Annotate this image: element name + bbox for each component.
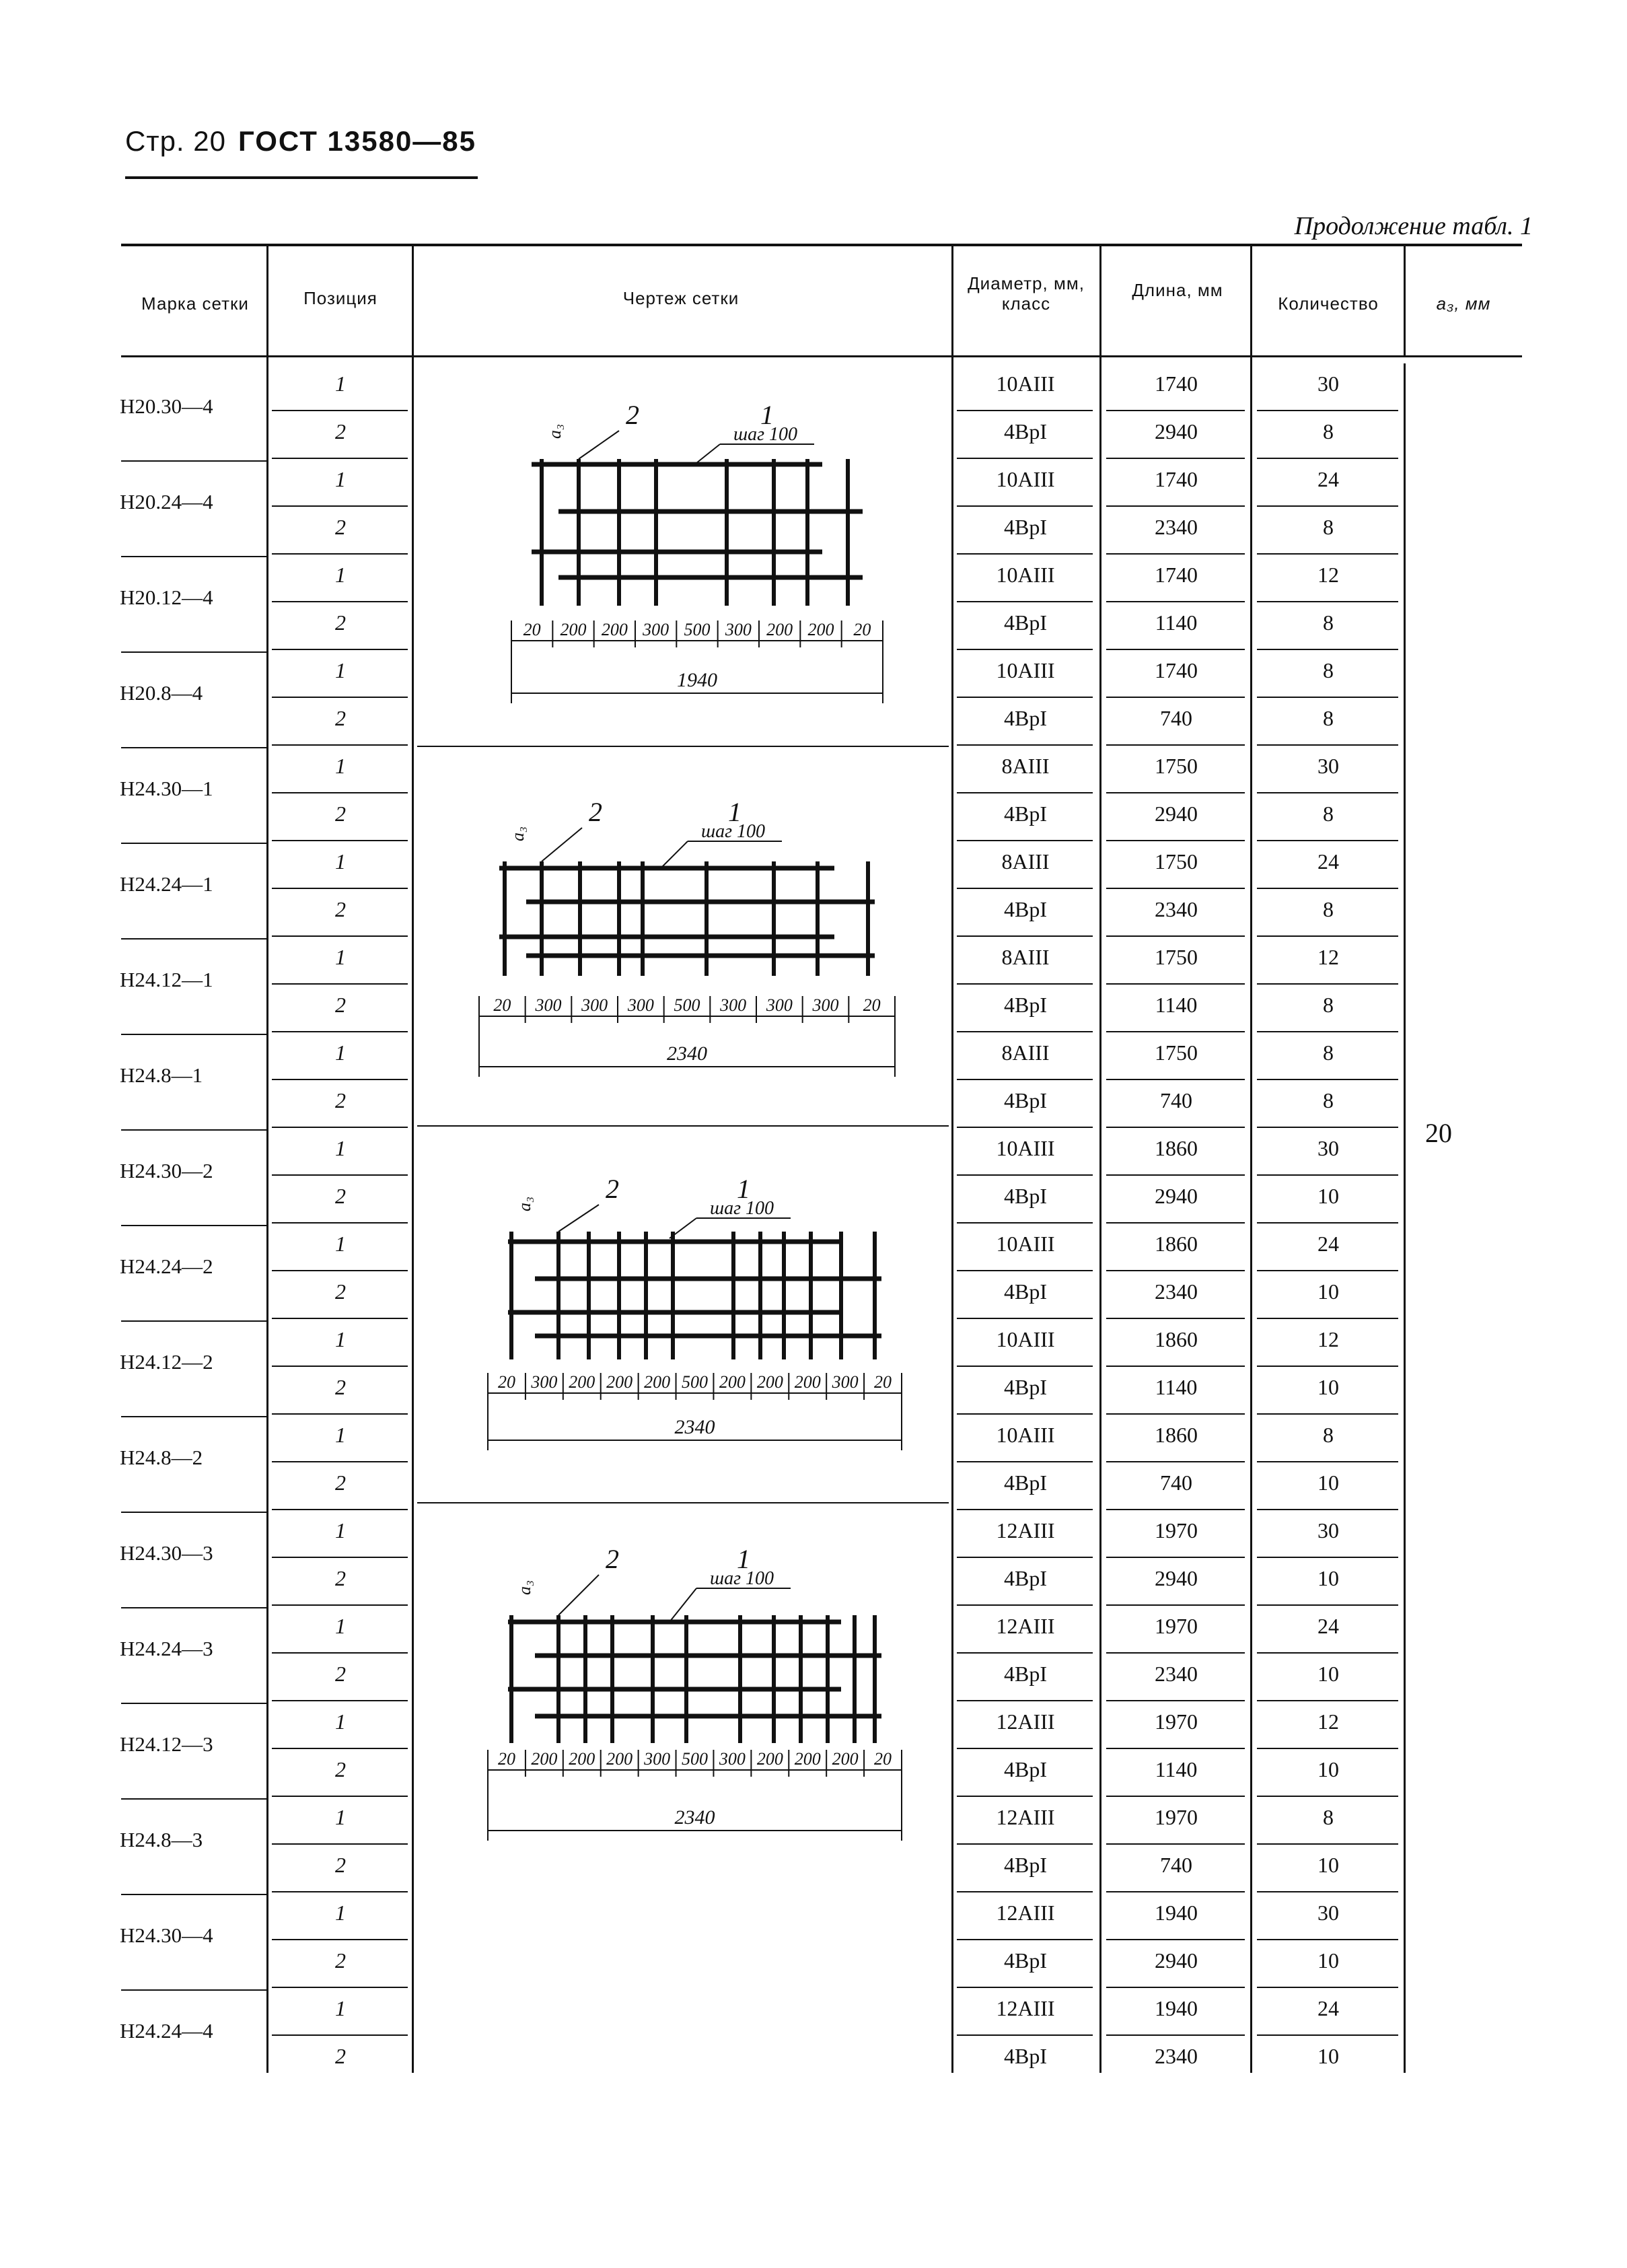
dimension-value: 200 [569, 1372, 595, 1392]
dimension-value: 200 [807, 620, 834, 639]
callout-leader [558, 1575, 599, 1615]
bar-quantity: 12 [1317, 563, 1339, 587]
bar-quantity: 8 [1323, 1805, 1334, 1829]
position-number: 2 [335, 1375, 346, 1399]
callout-leader [661, 841, 688, 868]
row-mark: Н24.30—1 [120, 777, 213, 800]
bar-length: 2940 [1155, 1566, 1198, 1590]
col-header-a3: a₃, мм [1436, 293, 1491, 314]
bar-length: 2340 [1155, 897, 1198, 921]
row-mark: Н24.24—3 [120, 1637, 213, 1660]
diameter-class: 4ВрI [1004, 1375, 1047, 1399]
dimension-value: 20 [497, 1372, 515, 1392]
bar-length: 1140 [1155, 1757, 1198, 1781]
bar-length: 740 [1160, 1088, 1192, 1112]
callout-leader [670, 1218, 696, 1238]
bar-length: 1970 [1155, 1614, 1198, 1638]
callout-leader [579, 431, 619, 459]
dimension-value: 300 [832, 1372, 859, 1392]
a3-gap-label: a₃ [508, 826, 528, 841]
diameter-class: 10АIII [996, 467, 1055, 491]
position-number: 1 [335, 849, 346, 874]
dimension-value: 300 [627, 995, 654, 1015]
callout-1-label: 1 [737, 1174, 750, 1204]
diameter-class: 12АIII [996, 1901, 1055, 1925]
bar-quantity: 10 [1317, 1375, 1339, 1399]
mesh-drawing-4 [488, 1544, 902, 1841]
diameter-class: 4ВрI [1004, 1948, 1047, 1973]
bar-quantity: 12 [1317, 945, 1339, 969]
position-number: 2 [335, 1757, 346, 1781]
diameter-class: 8АIII [1001, 849, 1050, 874]
dimension-value: 300 [725, 620, 752, 639]
bar-quantity: 8 [1323, 1423, 1334, 1447]
position-number: 1 [335, 1136, 346, 1160]
bar-length: 2340 [1155, 1279, 1198, 1304]
bar-quantity: 24 [1317, 1996, 1339, 2020]
row-mark: Н20.8—4 [120, 681, 203, 705]
bar-quantity: 12 [1317, 1709, 1339, 1734]
diameter-class: 4ВрI [1004, 1662, 1047, 1686]
position-number: 2 [335, 1853, 346, 1877]
bar-quantity: 8 [1323, 993, 1334, 1017]
a3-gap-label: a₃ [515, 1580, 534, 1595]
callout-1-label: 1 [728, 797, 742, 827]
row-mark: Н20.12—4 [120, 586, 213, 609]
bar-length: 1740 [1155, 371, 1198, 396]
diameter-class: 4ВрI [1004, 1853, 1047, 1877]
step-label: шаг 100 [701, 821, 766, 842]
position-number: 2 [335, 419, 346, 444]
bar-quantity: 10 [1317, 1662, 1339, 1686]
dimension-value: 300 [766, 995, 793, 1015]
callout-2-label: 2 [589, 797, 602, 827]
bar-quantity: 24 [1317, 467, 1339, 491]
col-header-diameter: Диаметр, мм, класс [968, 273, 1085, 314]
position-number: 1 [335, 658, 346, 682]
dimension-value: 200 [531, 1749, 558, 1769]
bar-length: 1860 [1155, 1232, 1198, 1256]
bar-quantity: 10 [1317, 1279, 1339, 1304]
diameter-class: 4ВрI [1004, 2044, 1047, 2068]
col-header-mark: Марка сетки [141, 293, 249, 314]
position-number: 2 [335, 993, 346, 1017]
position-number: 1 [335, 1805, 346, 1829]
position-number: 2 [335, 1184, 346, 1208]
row-mark: Н24.12—3 [120, 1732, 213, 1756]
bar-quantity: 8 [1323, 515, 1334, 539]
diameter-class: 4ВрI [1004, 1184, 1047, 1208]
bar-quantity: 30 [1317, 1136, 1339, 1160]
dimension-value: 200 [569, 1749, 595, 1769]
dimension-value: 20 [853, 620, 871, 639]
diameter-class: 10АIII [996, 1423, 1055, 1447]
dimension-value: 20 [874, 1749, 892, 1769]
bar-quantity: 24 [1317, 1614, 1339, 1638]
step-label: шаг 100 [710, 1568, 774, 1589]
dimension-value: 200 [794, 1372, 821, 1392]
dimension-value: 200 [766, 620, 793, 639]
standard-number: ГОСТ 13580—85 [238, 125, 477, 157]
row-mark: Н24.30—2 [120, 1159, 213, 1182]
bar-quantity: 10 [1317, 1757, 1339, 1781]
diameter-class: 10АIII [996, 1232, 1055, 1256]
position-number: 2 [335, 1948, 346, 1973]
dimension-value: 300 [581, 995, 608, 1015]
dimension-value: 20 [523, 620, 541, 639]
bar-length: 2340 [1155, 2044, 1198, 2068]
position-number: 2 [335, 2044, 346, 2068]
bar-quantity: 30 [1317, 1901, 1339, 1925]
diameter-class: 4ВрI [1004, 1279, 1047, 1304]
position-number: 2 [335, 1566, 346, 1590]
diameter-class: 4ВрI [1004, 1088, 1047, 1112]
col-header-quantity: Количество [1278, 293, 1379, 314]
diameter-class: 4ВрI [1004, 1470, 1047, 1495]
mesh-drawing-1 [511, 400, 883, 703]
diameter-class: 4ВрI [1004, 897, 1047, 921]
bar-length: 1750 [1155, 1040, 1198, 1065]
diameter-class: 4ВрI [1004, 802, 1047, 826]
total-length: 1940 [677, 669, 717, 691]
dimension-value: 500 [682, 1749, 708, 1769]
bar-length: 2340 [1155, 1662, 1198, 1686]
step-label: шаг 100 [733, 424, 798, 445]
row-mark: Н24.8—1 [120, 1063, 203, 1087]
bar-quantity: 8 [1323, 419, 1334, 444]
bar-quantity: 24 [1317, 849, 1339, 874]
position-number: 2 [335, 897, 346, 921]
diameter-class: 10АIII [996, 658, 1055, 682]
bar-quantity: 10 [1317, 1470, 1339, 1495]
position-number: 1 [335, 945, 346, 969]
bar-length: 1970 [1155, 1805, 1198, 1829]
diameter-class: 12АIII [996, 1518, 1055, 1543]
dimension-value: 200 [644, 1372, 671, 1392]
dimension-value: 300 [531, 1372, 558, 1392]
bar-length: 1970 [1155, 1518, 1198, 1543]
dimension-value: 200 [601, 620, 628, 639]
diameter-class: 10АIII [996, 1136, 1055, 1160]
bar-length: 2940 [1155, 419, 1198, 444]
position-number: 2 [335, 802, 346, 826]
row-mark: Н24.12—1 [120, 968, 213, 991]
bar-length: 2940 [1155, 1184, 1198, 1208]
bar-length: 1740 [1155, 658, 1198, 682]
row-mark: Н24.8—3 [120, 1828, 203, 1851]
dimension-value: 300 [719, 1749, 746, 1769]
bar-length: 1740 [1155, 563, 1198, 587]
bar-length: 1140 [1155, 993, 1198, 1017]
bar-quantity: 10 [1317, 1184, 1339, 1208]
row-mark: Н24.30—3 [120, 1541, 213, 1565]
a3-value: 20 [1425, 1118, 1452, 1148]
mesh-drawing-2 [479, 797, 895, 1077]
bar-length: 1860 [1155, 1423, 1198, 1447]
dimension-value: 300 [812, 995, 839, 1015]
bar-length: 1140 [1155, 610, 1198, 635]
mesh-drawing-3 [488, 1174, 902, 1450]
position-number: 2 [335, 610, 346, 635]
diameter-class: 8АIII [1001, 945, 1050, 969]
row-mark: Н24.24—2 [120, 1254, 213, 1278]
diameter-class: 4ВрI [1004, 993, 1047, 1017]
bar-quantity: 8 [1323, 897, 1334, 921]
position-number: 1 [335, 1996, 346, 2020]
total-length: 2340 [667, 1042, 707, 1065]
bar-length: 740 [1160, 706, 1192, 730]
position-number: 1 [335, 1614, 346, 1638]
dimension-value: 300 [535, 995, 562, 1015]
callout-1-label: 1 [737, 1544, 750, 1574]
row-mark: Н20.24—4 [120, 490, 213, 513]
diameter-class: 12АIII [996, 1709, 1055, 1734]
total-length: 2340 [674, 1416, 715, 1438]
position-number: 1 [335, 1327, 346, 1351]
diameter-class: 4ВрI [1004, 610, 1047, 635]
bar-length: 1750 [1155, 754, 1198, 778]
dimension-value: 200 [832, 1749, 859, 1769]
bar-length: 740 [1160, 1470, 1192, 1495]
bar-quantity: 8 [1323, 658, 1334, 682]
bar-quantity: 10 [1317, 1853, 1339, 1877]
row-mark: Н24.24—1 [120, 872, 213, 896]
diameter-class: 10АIII [996, 371, 1055, 396]
dimension-value: 300 [644, 1749, 671, 1769]
row-mark: Н20.30—4 [120, 394, 213, 418]
dimension-value: 200 [606, 1749, 633, 1769]
bar-quantity: 10 [1317, 1566, 1339, 1590]
diameter-class: 4ВрI [1004, 1566, 1047, 1590]
bar-quantity: 8 [1323, 1088, 1334, 1112]
row-mark: Н24.24—4 [120, 2019, 213, 2043]
diameter-class: 4ВрI [1004, 706, 1047, 730]
bar-length: 1970 [1155, 1709, 1198, 1734]
col-header-length: Длина, мм [1132, 280, 1223, 300]
position-number: 2 [335, 1279, 346, 1304]
diameter-class: 12АIII [996, 1614, 1055, 1638]
dimension-value: 500 [682, 1372, 708, 1392]
callout-2-label: 2 [606, 1544, 619, 1574]
dimension-value: 20 [497, 1749, 515, 1769]
callout-2-label: 2 [606, 1174, 619, 1204]
bar-length: 1940 [1155, 1901, 1198, 1925]
bar-length: 1740 [1155, 467, 1198, 491]
dimension-value: 300 [643, 620, 670, 639]
dimension-value: 200 [794, 1749, 821, 1769]
dimension-value: 200 [756, 1372, 783, 1392]
bar-length: 2940 [1155, 1948, 1198, 1973]
bar-length: 1860 [1155, 1136, 1198, 1160]
bar-length: 1940 [1155, 1996, 1198, 2020]
bar-length: 1860 [1155, 1327, 1198, 1351]
bar-quantity: 30 [1317, 1518, 1339, 1543]
position-number: 1 [335, 1232, 346, 1256]
callout-1-label: 1 [760, 400, 774, 430]
dimension-value: 500 [674, 995, 700, 1015]
position-number: 1 [335, 1040, 346, 1065]
row-mark: Н24.30—4 [120, 1923, 213, 1947]
bar-quantity: 30 [1317, 754, 1339, 778]
dimension-value: 200 [560, 620, 587, 639]
bar-quantity: 24 [1317, 1232, 1339, 1256]
page-label: Стр. 20 [125, 125, 226, 157]
diameter-class: 10АIII [996, 1327, 1055, 1351]
dimension-value: 300 [720, 995, 747, 1015]
callout-2-label: 2 [626, 400, 639, 430]
diameter-class: 10АIII [996, 563, 1055, 587]
diameter-class: 12АIII [996, 1805, 1055, 1829]
position-number: 2 [335, 706, 346, 730]
position-number: 2 [335, 515, 346, 539]
a3-gap-label: a₃ [515, 1196, 534, 1211]
step-label: шаг 100 [710, 1198, 774, 1219]
bar-quantity: 8 [1323, 802, 1334, 826]
callout-leader [558, 1205, 599, 1232]
dimension-value: 20 [874, 1372, 892, 1392]
diameter-class: 4ВрI [1004, 419, 1047, 444]
callout-leader [670, 1588, 696, 1622]
row-mark: Н24.8—2 [120, 1446, 203, 1469]
callout-leader [542, 828, 582, 861]
position-number: 1 [335, 1518, 346, 1543]
bar-quantity: 30 [1317, 371, 1339, 396]
bar-quantity: 12 [1317, 1327, 1339, 1351]
dimension-value: 500 [684, 620, 711, 639]
dimension-value: 200 [606, 1372, 633, 1392]
position-number: 2 [335, 1088, 346, 1112]
bar-length: 740 [1160, 1853, 1192, 1877]
position-number: 2 [335, 1470, 346, 1495]
dimension-value: 20 [493, 995, 511, 1015]
dimension-value: 200 [719, 1372, 746, 1392]
dimension-value: 200 [756, 1749, 783, 1769]
bar-quantity: 8 [1323, 706, 1334, 730]
diameter-class: 4ВрI [1004, 515, 1047, 539]
row-mark: Н24.12—2 [120, 1350, 213, 1374]
position-number: 2 [335, 1662, 346, 1686]
position-number: 1 [335, 371, 346, 396]
diameter-class: 8АIII [1001, 1040, 1050, 1065]
bar-length: 2340 [1155, 515, 1198, 539]
position-number: 1 [335, 467, 346, 491]
col-header-position: Позиция [303, 288, 377, 308]
bar-quantity: 10 [1317, 2044, 1339, 2068]
position-number: 1 [335, 563, 346, 587]
bar-length: 1140 [1155, 1375, 1198, 1399]
position-number: 1 [335, 754, 346, 778]
total-length: 2340 [674, 1806, 715, 1829]
position-number: 1 [335, 1709, 346, 1734]
continuation-label: Продолжение табл. 1 [1294, 212, 1533, 240]
bar-quantity: 10 [1317, 1948, 1339, 1973]
position-number: 1 [335, 1901, 346, 1925]
diameter-class: 8АIII [1001, 754, 1050, 778]
bar-length: 1750 [1155, 945, 1198, 969]
col-header-drawing: Чертеж сетки [622, 288, 739, 308]
bar-quantity: 8 [1323, 610, 1334, 635]
diameter-class: 12АIII [996, 1996, 1055, 2020]
diameter-class: 4ВрI [1004, 1757, 1047, 1781]
dimension-value: 20 [863, 995, 881, 1015]
bar-length: 1750 [1155, 849, 1198, 874]
bar-quantity: 8 [1323, 1040, 1334, 1065]
a3-gap-label: a₃ [545, 423, 565, 439]
position-number: 1 [335, 1423, 346, 1447]
bar-length: 2940 [1155, 802, 1198, 826]
